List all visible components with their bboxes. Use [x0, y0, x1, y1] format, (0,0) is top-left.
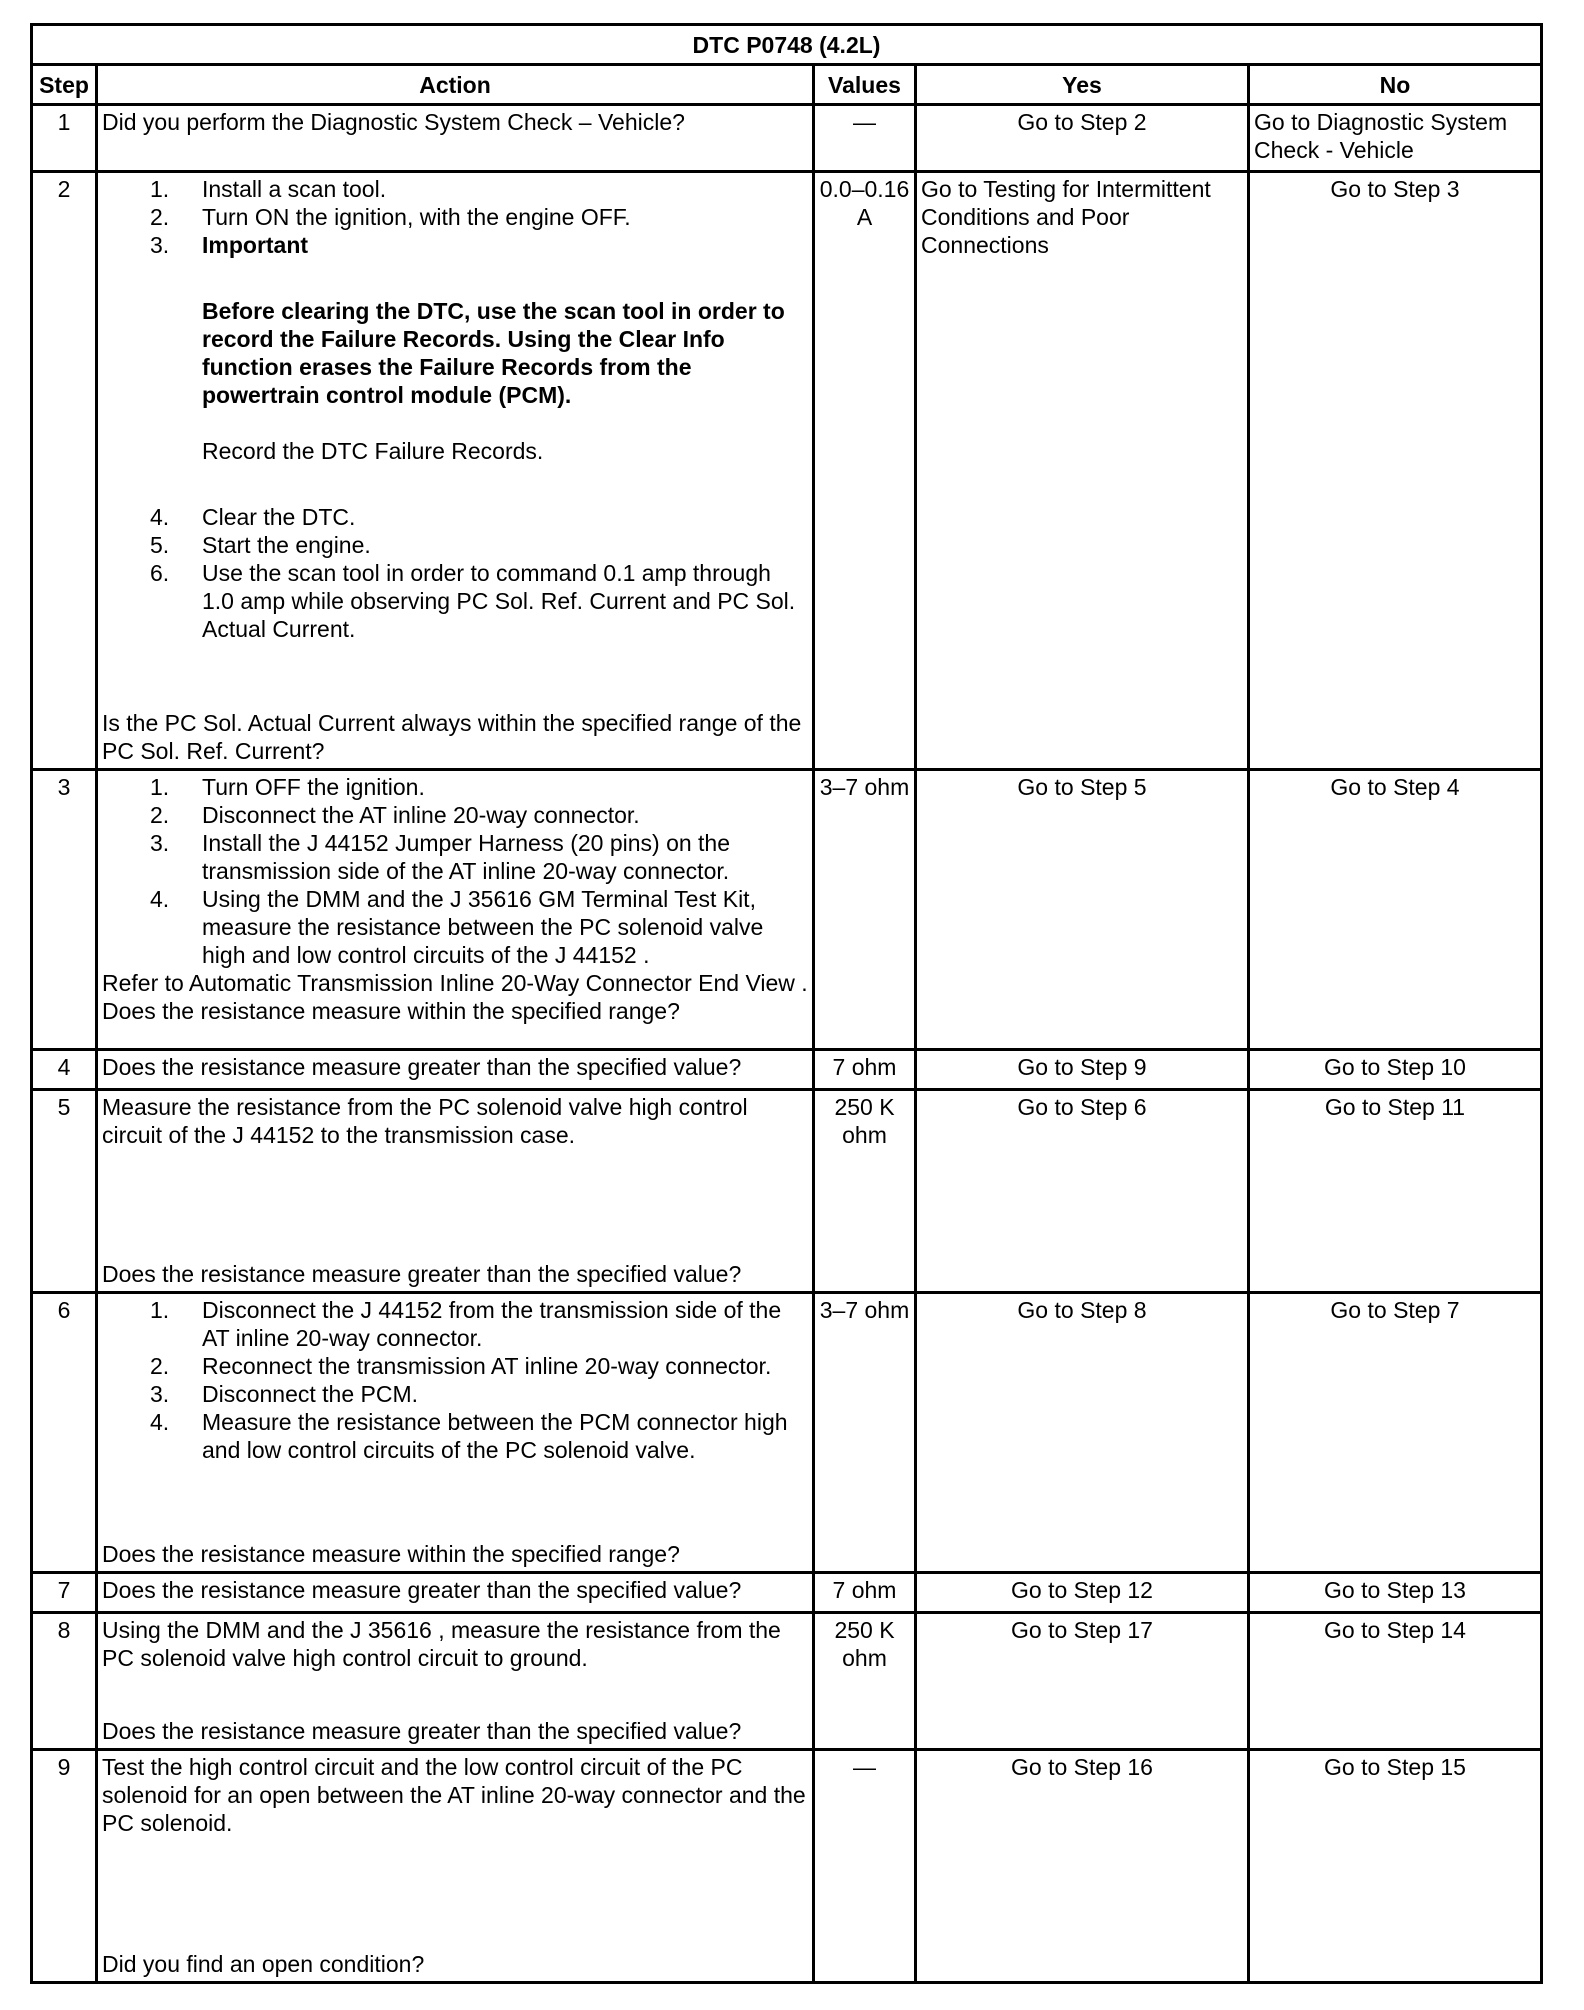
yes-link[interactable]: Go to Step 8: [916, 1293, 1249, 1573]
list-item: 5. Start the engine.: [150, 532, 371, 558]
important-note: Before clearing the DTC, use the scan tool in order to record the Failure Records. Using the Clear Info function erases the Failure Records from the powertrain control module (PCM).: [202, 298, 785, 408]
no-link[interactable]: Go to Step 14: [1249, 1613, 1542, 1750]
action-text: Measure the resistance from the PC solenoid valve high control circuit of the J 44152 to the transmission case.: [102, 1094, 748, 1148]
no-link[interactable]: Go to Step 4: [1249, 770, 1542, 1050]
action-question: Did you find an open condition?: [102, 1951, 425, 1977]
value-cell: —: [814, 105, 916, 172]
no-link[interactable]: Go to Step 15: [1249, 1750, 1542, 1983]
table-row: [32, 105, 1542, 172]
value-cell: 250 K ohm: [814, 1613, 916, 1750]
step-number: 3: [32, 770, 97, 1050]
step-list: [102, 1296, 808, 1464]
action-question: Does the resistance measure greater than the specified value?: [102, 1718, 742, 1744]
no-link[interactable]: Go to Step 11: [1249, 1090, 1542, 1293]
action-text: Test the high control circuit and the low control circuit of the PC solenoid for an open between the AT inline 20-way connector and the PC solenoid.: [102, 1754, 806, 1836]
record-note: Record the DTC Failure Records.: [202, 438, 544, 464]
action-text: Using the DMM and the J 35616 , measure the resistance from the PC solenoid valve high control circuit to ground.: [102, 1617, 781, 1671]
no-link[interactable]: Go to Step 13: [1249, 1573, 1542, 1613]
step-number: 7: [32, 1573, 97, 1613]
action-cell: [97, 1750, 814, 1983]
list-item: 3. Install the J 44152 Jumper Harness (20 pins) on the transmission side of the AT inline 20-way connector.: [150, 830, 731, 884]
step-list: [102, 503, 808, 643]
table-title: DTC P0748 (4.2L): [32, 25, 1542, 65]
list-item: 3. Important: [150, 232, 309, 258]
yes-link[interactable]: Go to Step 2: [916, 105, 1249, 172]
list-item: 4. Clear the DTC.: [150, 504, 356, 530]
list-item: 4. Measure the resistance between the PCM connector high and low control circuits of the PC solenoid valve.: [150, 1409, 788, 1463]
table-row: [32, 1293, 1542, 1573]
list-item: 1. Turn OFF the ignition.: [150, 774, 425, 800]
header-values: Values: [814, 65, 916, 105]
value-cell: 7 ohm: [814, 1573, 916, 1613]
action-cell: [97, 1090, 814, 1293]
yes-link[interactable]: Go to Step 5: [916, 770, 1249, 1050]
step-number: 4: [32, 1050, 97, 1090]
list-item: 6. Use the scan tool in order to command 0.1 amp through 1.0 amp while observing PC Sol. Ref. Current and PC Sol. Actual Current.: [150, 560, 796, 642]
action-question: Is the PC Sol. Actual Current always within the specified range of the PC Sol. Ref. Current?: [102, 710, 802, 764]
table-row: [32, 770, 1542, 1050]
list-item: 1. Disconnect the J 44152 from the transmission side of the AT inline 20-way connector.: [150, 1297, 782, 1351]
step-number: 1: [32, 105, 97, 172]
header-step: Step: [32, 65, 97, 105]
table-row: [32, 1750, 1542, 1983]
list-item: 2. Turn ON the ignition, with the engine OFF.: [150, 204, 631, 230]
table-row: [32, 172, 1542, 770]
no-link[interactable]: Go to Step 7: [1249, 1293, 1542, 1573]
step-list: [102, 175, 808, 259]
action-cell: [97, 1293, 814, 1573]
action-question: Does the resistance measure within the specified range?: [102, 1541, 680, 1567]
action-question: Does the resistance measure within the specified range?: [102, 998, 680, 1024]
yes-link[interactable]: Go to Step 9: [916, 1050, 1249, 1090]
no-link[interactable]: Go to Diagnostic System Check - Vehicle: [1249, 105, 1542, 172]
action-question: Does the resistance measure greater than the specified value?: [97, 1573, 814, 1613]
header-no: No: [1249, 65, 1542, 105]
step-list: [102, 773, 808, 969]
step-number: 6: [32, 1293, 97, 1573]
yes-link[interactable]: Go to Step 12: [916, 1573, 1249, 1613]
yes-link[interactable]: Go to Step 6: [916, 1090, 1249, 1293]
table-row: [32, 1613, 1542, 1750]
value-cell: —: [814, 1750, 916, 1983]
step-number: 8: [32, 1613, 97, 1750]
list-item: 2. Disconnect the AT inline 20-way connector.: [150, 802, 640, 828]
table-row: [32, 1090, 1542, 1293]
dtc-table: [30, 23, 1543, 1984]
action-cell: [97, 1613, 814, 1750]
value-cell: 250 K ohm: [814, 1090, 916, 1293]
header-action: Action: [97, 65, 814, 105]
action-cell: [97, 770, 814, 1050]
no-link[interactable]: Go to Step 3: [1249, 172, 1542, 770]
action-question: Does the resistance measure greater than the specified value?: [97, 1050, 814, 1090]
list-item: 4. Using the DMM and the J 35616 GM Terminal Test Kit, measure the resistance between the PC solenoid valve high and low control circuits of the J 44152 .: [150, 886, 764, 968]
refer-link[interactable]: Refer to Automatic Transmission Inline 20-Way Connector End View .: [102, 970, 808, 996]
yes-link[interactable]: Go to Step 16: [916, 1750, 1249, 1983]
action-question: Does the resistance measure greater than the specified value?: [102, 1261, 742, 1287]
action-cell: [97, 172, 814, 770]
table-row: [32, 1050, 1542, 1090]
value-cell: 7 ohm: [814, 1050, 916, 1090]
step-number: 9: [32, 1750, 97, 1983]
no-link[interactable]: Go to Step 10: [1249, 1050, 1542, 1090]
step-number: 5: [32, 1090, 97, 1293]
header-yes: Yes: [916, 65, 1249, 105]
list-item: 1. Install a scan tool.: [150, 176, 387, 202]
yes-link[interactable]: Go to Step 17: [916, 1613, 1249, 1750]
table-row: [32, 1573, 1542, 1613]
value-cell: 3–7 ohm: [814, 770, 916, 1050]
value-cell: 3–7 ohm: [814, 1293, 916, 1573]
action-question: Did you perform the Diagnostic System Check – Vehicle?: [97, 105, 814, 172]
value-cell: 0.0–0.16 A: [814, 172, 916, 770]
yes-link[interactable]: Go to Testing for Intermittent Conditions and Poor Connections: [916, 172, 1249, 770]
list-item: 2. Reconnect the transmission AT inline 20-way connector.: [150, 1353, 772, 1379]
list-item: 3. Disconnect the PCM.: [150, 1381, 419, 1407]
step-number: 2: [32, 172, 97, 770]
